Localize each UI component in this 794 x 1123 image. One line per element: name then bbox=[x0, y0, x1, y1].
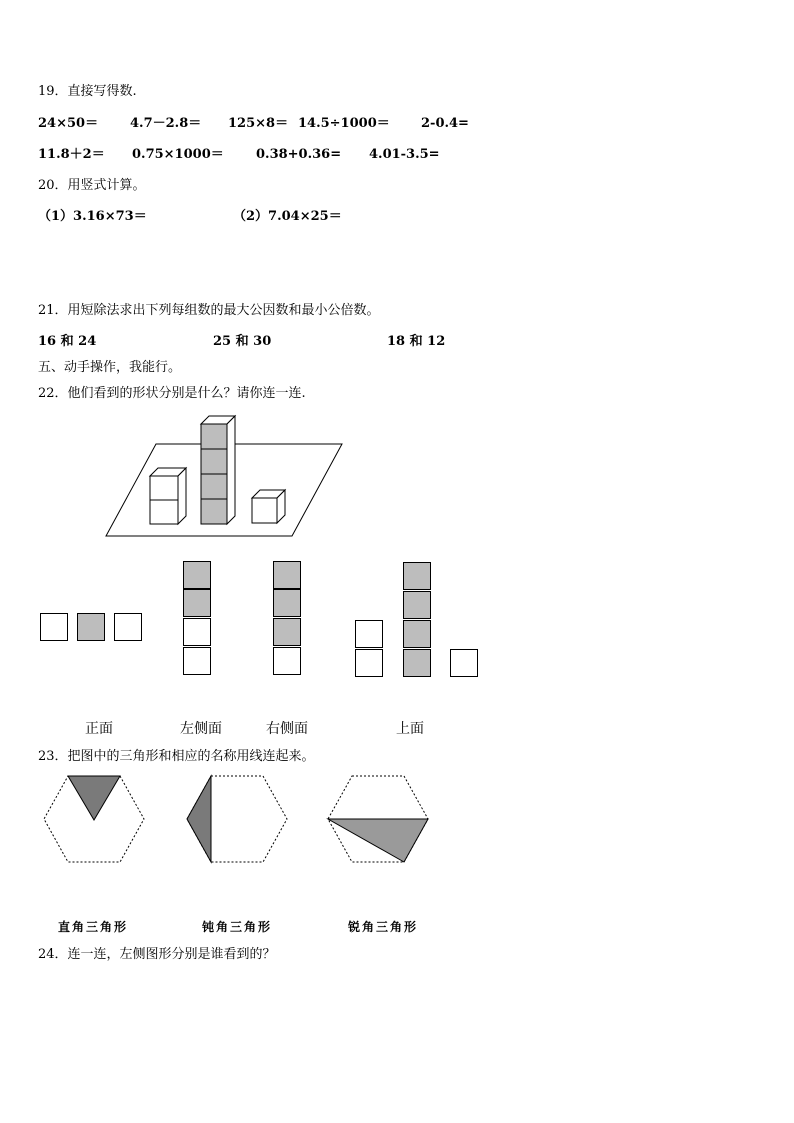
view-square bbox=[183, 647, 211, 675]
view-square bbox=[273, 589, 301, 617]
view-square bbox=[77, 613, 105, 641]
view-square bbox=[273, 647, 301, 675]
view-square bbox=[403, 649, 431, 677]
triangle-label: 锐角三角形 bbox=[348, 920, 419, 934]
q19-item: 125×8＝ bbox=[228, 116, 289, 131]
view-square bbox=[355, 620, 383, 648]
view-label: 右侧面 bbox=[266, 721, 308, 737]
q19-item: 14.5÷1000＝ bbox=[298, 116, 390, 131]
view-square bbox=[273, 561, 301, 589]
triangle-label: 钝角三角形 bbox=[202, 920, 273, 934]
view-square bbox=[355, 649, 383, 677]
cube-scene-figure bbox=[100, 412, 350, 542]
q19-item: 24×50＝ bbox=[38, 116, 99, 131]
q20-title: 20．用竖式计算。 bbox=[38, 178, 146, 193]
q19-item: 11.8＋2＝ bbox=[38, 147, 105, 162]
view-square bbox=[450, 649, 478, 677]
q21-item: 25 和 30 bbox=[213, 334, 272, 349]
hexagon-figure-1 bbox=[40, 772, 148, 866]
q19-item: 2-0.4= bbox=[421, 116, 469, 131]
view-label: 正面 bbox=[85, 721, 113, 737]
view-square bbox=[403, 620, 431, 648]
q20-item: （2）7.04×25＝ bbox=[233, 209, 342, 224]
q23-title: 23．把图中的三角形和相应的名称用线连起来。 bbox=[38, 749, 315, 764]
q21-item: 18 和 12 bbox=[387, 334, 446, 349]
q19-title: 19．直接写得数. bbox=[38, 84, 137, 99]
q19-item: 4.7－2.8＝ bbox=[130, 116, 202, 131]
view-label: 左侧面 bbox=[180, 721, 222, 737]
hexagon-figure-3 bbox=[324, 772, 432, 866]
view-square bbox=[273, 618, 301, 646]
view-square bbox=[403, 562, 431, 590]
view-square bbox=[183, 618, 211, 646]
view-square bbox=[183, 589, 211, 617]
view-label: 上面 bbox=[396, 721, 424, 737]
q22-title: 22．他们看到的形状分别是什么？请你连一连. bbox=[38, 386, 306, 401]
section-title: 五、动手操作，我能行。 bbox=[38, 360, 182, 375]
q19-item: 4.01-3.5= bbox=[369, 147, 440, 162]
view-square bbox=[114, 613, 142, 641]
view-square bbox=[183, 561, 211, 589]
q21-title: 21．用短除法求出下列每组数的最大公因数和最小公倍数。 bbox=[38, 303, 380, 318]
q21-item: 16 和 24 bbox=[38, 334, 97, 349]
q20-item: （1）3.16×73＝ bbox=[38, 209, 147, 224]
q24-title: 24．连一连，左侧图形分别是谁看到的？ bbox=[38, 947, 276, 962]
q19-item: 0.75×1000＝ bbox=[132, 147, 224, 162]
view-square bbox=[403, 591, 431, 619]
hexagon-figure-2 bbox=[183, 772, 291, 866]
triangle-label: 直角三角形 bbox=[58, 920, 129, 934]
q19-item: 0.38+0.36= bbox=[256, 147, 342, 162]
view-square bbox=[40, 613, 68, 641]
